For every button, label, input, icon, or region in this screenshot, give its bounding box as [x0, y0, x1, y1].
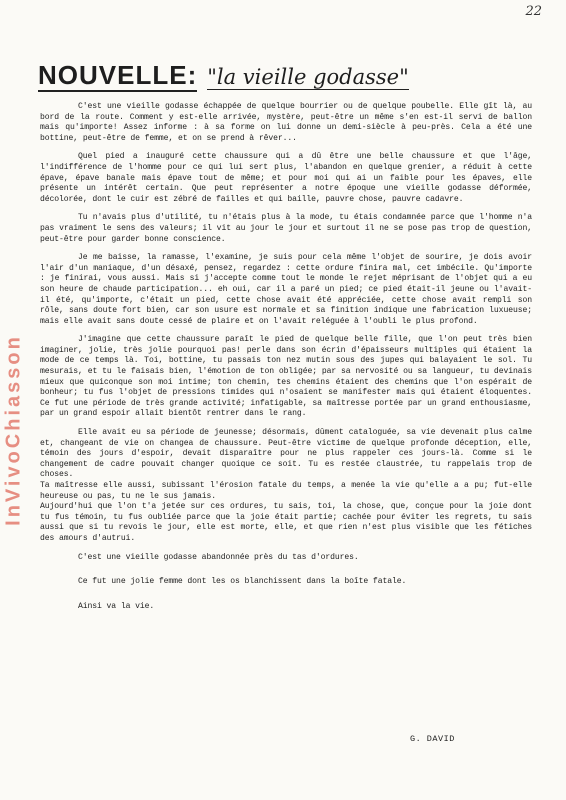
paragraph: Tu n'avais plus d'utilité, tu n'étais plus à la mode, tu étais condamnée parce que l'homme n'a pas vraiment le sens des valeurs; il vit au jour le jour et surtout il ne se pose pas trop de question, peut-être pour garder bonne conscience. [40, 213, 532, 244]
closing-line: C'est une vieille godasse abandonnée près du tas d'ordures. [78, 552, 359, 562]
article-title: NOUVELLE: [38, 60, 198, 90]
paragraph: Je me baisse, la ramasse, l'examine, je suis pour cela même l'objet de sourire, je dois avoir l'air d'un maniaque, d'un désaxé, pensez, regardez : cette ordure finira mal, cet imbécile. Qu'importe : je finirai, vous aussi. Mais si j'accepte comme tout le monde le rejet méprisant de l'objet qui a eu son heure de chaude participation... eh oui, car il a paré un pied; ce pied était-il jeune ou l'avait-il été, qu'importe, c'était un pied, cette chose avait été appréciée, cette chose avait rempli son rôle, sans doute fort bien, car son usure est normale et sa finition indique une fabrication luxueuse; mais elle avait sans doute cessé de plaire et on l'avait reléguée à l'oubli le plus profond. [40, 253, 532, 326]
article-subtitle: "la vieille godasse" [207, 65, 409, 89]
closing-line: Ce fut une jolie femme dont les os blanchissent dans la boîte fatale. [78, 577, 407, 587]
page-number: 22 [525, 4, 542, 19]
paragraph: J'imagine que cette chaussure paraît le pied de quelque belle fille, que l'on peut très bien imaginer, jolie, très jolie pourquoi pas! perle dans son écrin d'épaisseurs multiples qui étaient la mode de ce temps là. Toi, bottine, tu passais ton nez mutin sous des jupes qui balayaient le sol. Tu mesurais, et tu le faisais bien, l'émotion de ton obligée; par sa nervosité ou sa langueur, tu devinais mieux que quiconque son moi intime; ton chemin, tes chemins étaient des chemins que l'on espérait de bonheur; tu fus l'objet de pressions timides qui n'osaient se manifester mais qui étaient éloquentes. Ce fut une période de très grande activité; infatigable, sa maîtresse portée par un grand enthousiasme, par un grand espoir allait bientôt rentrer dans le rang. [40, 335, 532, 419]
paragraph: Elle avait eu sa période de jeunesse; désormais, dûment cataloguée, sa vie devenait plus calme et, changeant de vie on changea de chaussure. Peut-être victime de quelque profonde déception, elle, témoin des jours d'espoir, devait disparaître pour ne plus rappeler ces jours-là. Comme si le changement de cadre pouvait changer quoique ce soit. Tu es restée claustrée, tu rappelais trop de choses. Ta maîtresse elle aussi, subissant l'érosion fatale du temps, a menée la vie qu'elle a a pu; fut-elle heureuse ou pas, tu ne le sus jamais. Aujourd'hui que l'on t'a jetée sur ces ordures, tu sais, toi, la chose, que, conçue pour la joie dont tu fus témoin, tu fus oubliée parce que la joie était partie; cachée pour éviter les regrets, tu sais aussi que si tu revois le jour, elle est morte, elle, et que rien n'est plus visible que les fétiches des amours d'autrui. [40, 428, 532, 543]
article-body [40, 102, 532, 620]
watermark-text: InVivoChiasson [2, 334, 25, 526]
article-header [38, 60, 409, 91]
paragraph: Quel pied a inauguré cette chaussure qui a dû être une belle chaussure et que l'âge, l'indifférence de l'homme pour ce qui lui sert plus, l'abandon en quelque grenier, a réduit à cette épave, épave banale mais épave tout de même; et pour moi qui ai un faible pour les épaves, elle présente un intérêt certain. Que peut représenter a notre époque une vieille godasse déformée, décolorée, dont le cuir est zébré de failles et qui baille, pauvre chose, pauvre cadavre. [40, 152, 532, 204]
author-signature: G. DAVID [410, 734, 455, 744]
paragraph: C'est une vieille godasse échappée de quelque bourrier ou de quelque poubelle. Elle gît là, au bord de la route. Comment y est-elle arrivée, mystère, peut-être un même s'en est-il servi de ballon mais qu'importe! Assez informe : à sa forme on lui donne un demi-siècle à peu-près. Cela a été une bottine, peut-être de femme, et on se prend à rêver... [40, 102, 532, 143]
closing-line: Ainsi va la vie. [78, 601, 155, 611]
watermark [2, 60, 26, 800]
